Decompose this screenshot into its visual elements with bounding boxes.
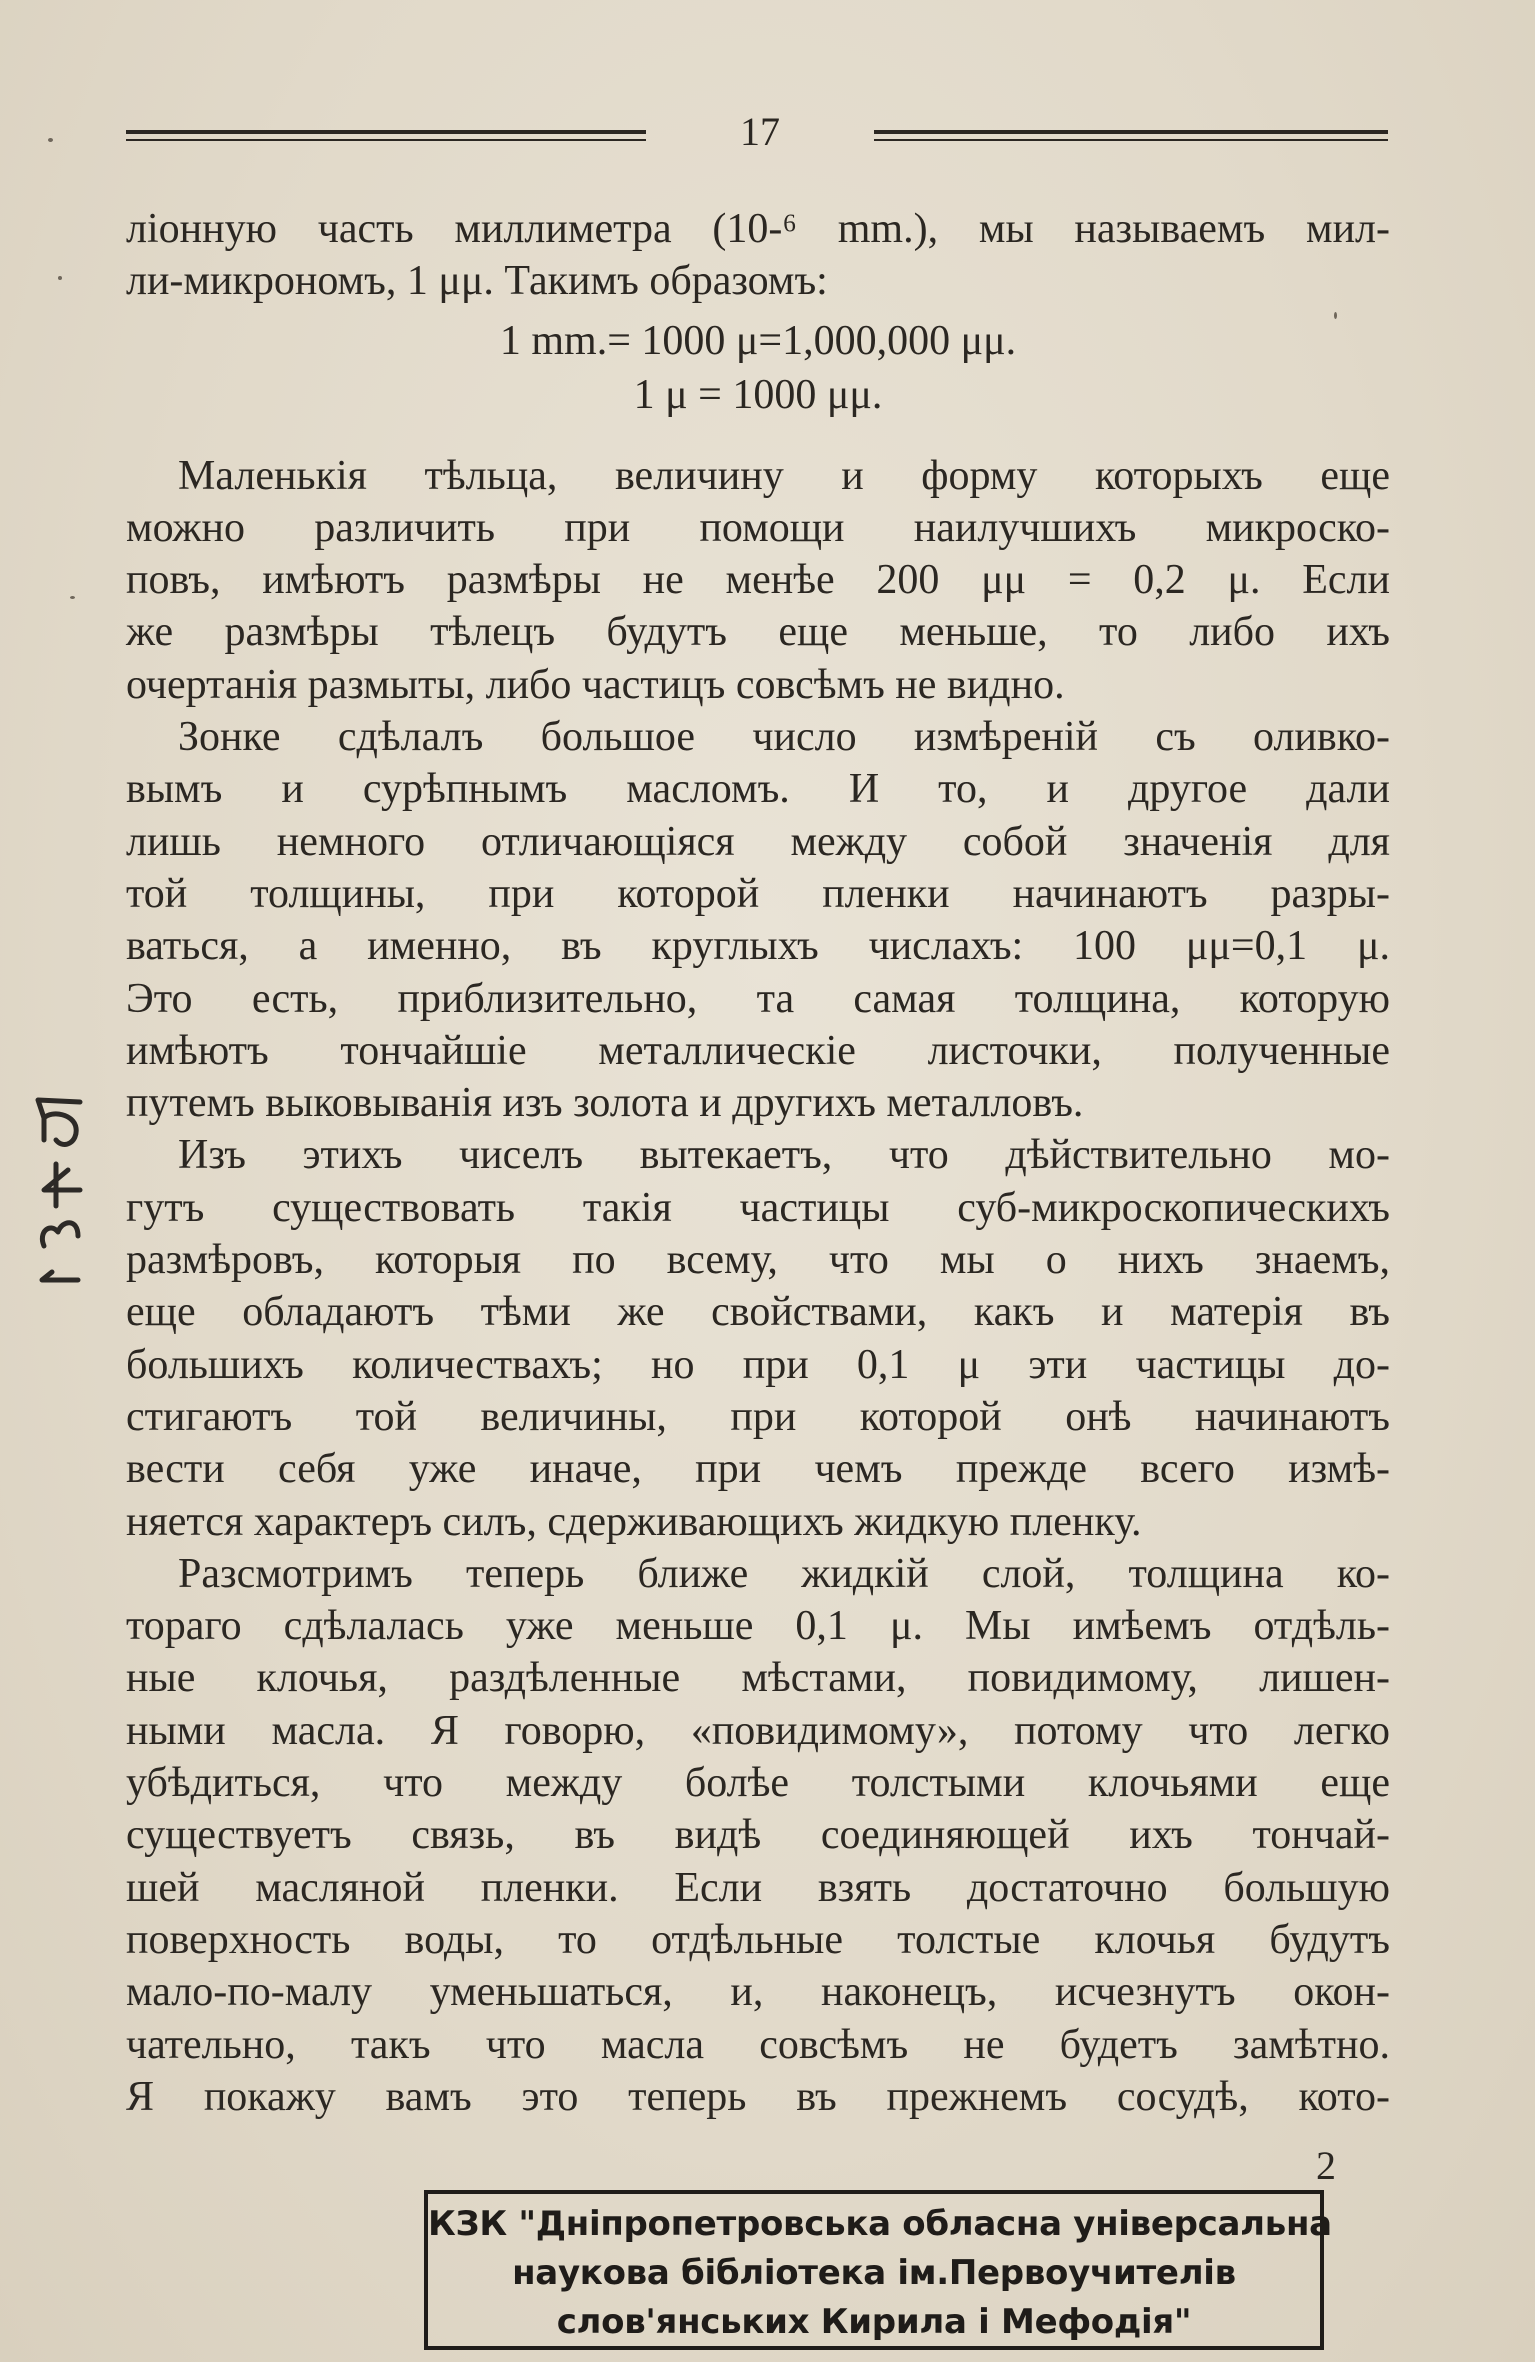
text-line: шей масляной пленки. Если взять достаточно большую <box>126 1864 1390 1911</box>
handwritten-margin-note <box>30 1010 90 1300</box>
formula <box>126 314 1390 422</box>
text-line: гутъ существовать такія частицы суб-микроскопическихъ <box>126 1184 1390 1231</box>
page-header <box>126 104 1388 160</box>
paragraph <box>126 450 1390 711</box>
text-line: можно различить при помощи наилучшихъ микроско- <box>126 504 1390 551</box>
text-line: убѣдиться, что между болѣе толстыми клочьями еще <box>126 1760 1390 1807</box>
text-line: большихъ количествахъ; но при 0,1 μ эти частицы до- <box>126 1341 1390 1388</box>
text-line: Зонке сдѣлалъ большое число измѣреній съ оливко- <box>178 714 1390 761</box>
text-line: Изъ этихъ чиселъ вытекаетъ, что дѣйствительно мо- <box>178 1132 1390 1179</box>
text-line: няется характеръ силъ, сдерживающихъ жидкую пленку. <box>126 1498 1142 1545</box>
scan-speck <box>1334 312 1337 319</box>
text-line: ваться, а именно, въ круглыхъ числахъ: 100 μμ=0,1 μ. <box>126 923 1390 970</box>
text-line: лишь немного отличающіяся между собой значенія для <box>126 818 1390 865</box>
text-line: тораго сдѣлалась уже меньше 0,1 μ. Мы имѣемъ отдѣль- <box>126 1603 1390 1650</box>
paragraph <box>126 1548 1390 2123</box>
page-number: 17 <box>740 109 780 154</box>
library-stamp <box>424 2190 1332 2350</box>
text-line: поверхность воды, то отдѣльные толстые клочья будутъ <box>126 1916 1390 1963</box>
text-line: вымъ и сурѣпнымъ масломъ. И то, и другое дали <box>126 766 1390 813</box>
text-line: Я покажу вамъ это теперь въ прежнемъ сосудѣ, кото- <box>126 2073 1390 2120</box>
body-text <box>126 203 1390 2123</box>
text-line: той толщины, при которой пленки начинаютъ разры- <box>126 870 1390 917</box>
text-line: ли-микрономъ, 1 μμ. Такимъ образомъ: <box>126 258 828 305</box>
text-line: ліонную часть миллиметра (10-⁶ mm.), мы называемъ мил- <box>126 206 1390 252</box>
scan-speck <box>48 138 53 142</box>
scan-speck <box>58 276 62 280</box>
formula-line: 1 mm.= 1000 μ=1,000,000 μμ. <box>499 317 1017 364</box>
header-rule-right <box>874 130 1388 134</box>
text-line: Разсмотримъ теперь ближе жидкій слой, толщина ко- <box>178 1550 1390 1597</box>
text-line: Маленькія тѣльца, величину и форму которыхъ еще <box>178 452 1390 499</box>
text-line: повъ, имѣютъ размѣры не менѣе 200 μμ = 0,2 μ. Если <box>126 557 1390 604</box>
formula-line: 1 μ = 1000 μμ. <box>633 371 883 418</box>
stamp-line: КЗК "Дніпропетровська обласна універсальна <box>428 2204 1332 2244</box>
text-line: чательно, такъ что масла совсѣмъ не будетъ замѣтно. <box>126 2021 1390 2068</box>
text-line: мало-по-малу уменьшаться, и, наконецъ, исчезнутъ окон- <box>126 1969 1390 2016</box>
text-line: ными масла. Я говорю, «повидимому», потому что легко <box>126 1707 1390 1754</box>
signature-number: 2 <box>1316 2143 1336 2188</box>
text-line: же размѣры тѣлецъ будутъ еще меньше, то либо ихъ <box>126 609 1390 656</box>
scan-speck <box>70 596 75 599</box>
text-line: размѣровъ, которыя по всему, что мы о нихъ знаемъ, <box>126 1237 1390 1284</box>
header-rule-left <box>126 130 646 134</box>
paragraph <box>126 1129 1390 1547</box>
opening-paragraph <box>126 203 1390 308</box>
paragraph <box>126 711 1390 1129</box>
text-line: существуетъ связь, въ видѣ соединяющей ихъ тончай- <box>126 1812 1390 1859</box>
text-line: еще обладаютъ тѣми же свойствами, какъ и матерія въ <box>126 1289 1390 1336</box>
stamp-line: слов'янських Кирила і Мефодія" <box>556 2302 1192 2342</box>
text-line: вести себя уже иначе, при чемъ прежде всего измѣ- <box>126 1446 1390 1493</box>
text-line: путемъ выковыванія изъ золота и другихъ металловъ. <box>126 1080 1084 1127</box>
text-line: Это есть, приблизительно, та самая толщина, которую <box>126 975 1390 1022</box>
text-line: ные клочья, раздѣленные мѣстами, повидимому, лишен- <box>126 1655 1390 1702</box>
text-line: стигаютъ той величины, при которой онѣ начинаютъ <box>126 1393 1390 1440</box>
text-line: очертанія размыты, либо частицъ совсѣмъ не видно. <box>126 661 1065 708</box>
stamp-line: наукова бібліотека ім.Первоучителів <box>512 2253 1236 2293</box>
text-line: имѣютъ тончайшіе металлическіе листочки, полученные <box>126 1027 1390 1074</box>
